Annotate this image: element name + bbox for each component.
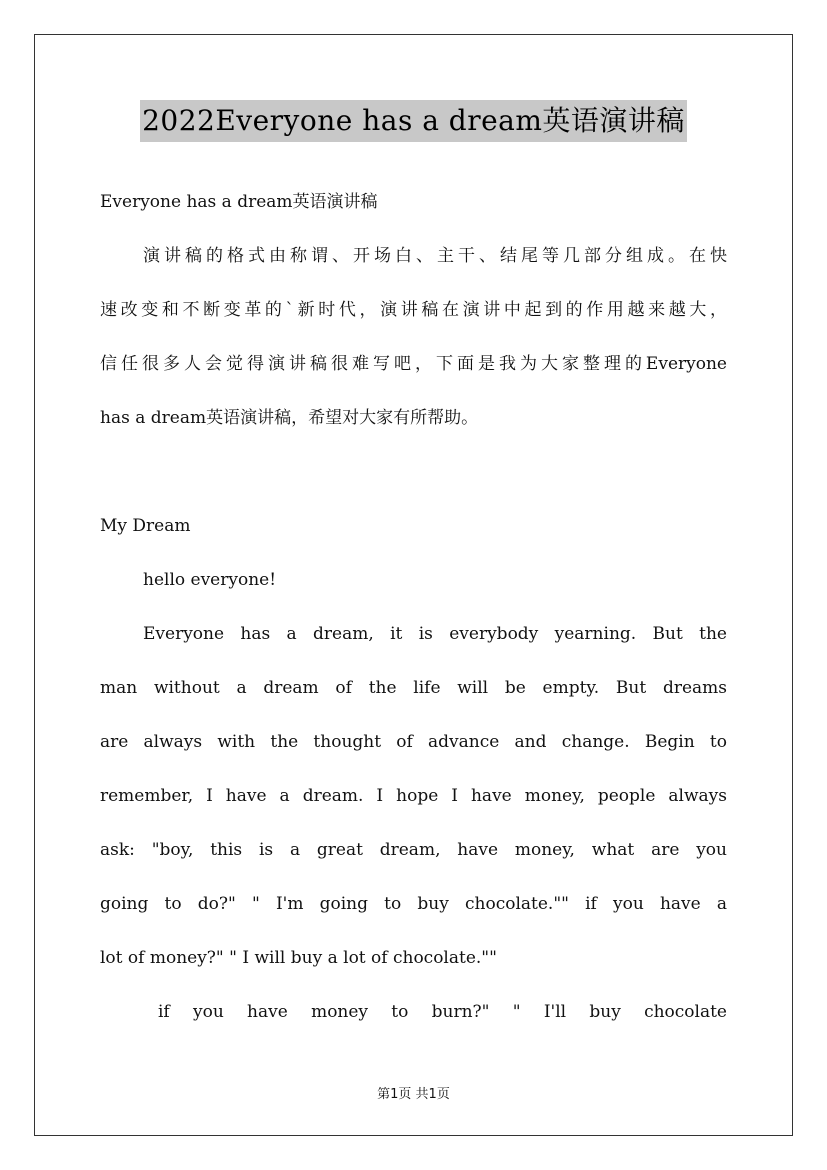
greeting: hello everyone!	[143, 570, 277, 590]
intro-line: 信任很多人会觉得演讲稿很难写吧，下面是我为大家整理的Everyone	[100, 354, 727, 374]
body-line: man without a dream of the life will be empty. But dreams	[100, 678, 727, 698]
body-line: are always with the thought of advance and change. Begin to	[100, 732, 727, 752]
body-line: going to do?" " I'm going to buy chocolate."" if you have a	[100, 894, 727, 914]
document-title: 2022Everyone has a dream英语演讲稿	[140, 100, 687, 142]
page-footer: 第1页 共1页	[377, 1087, 450, 1102]
document-body	[100, 175, 727, 1039]
body-line: remember, I have a dream. I hope I have money, people always	[100, 786, 727, 806]
body-line: lot of money?" " I will buy a lot of chocolate.""	[100, 948, 497, 968]
title-container	[0, 100, 827, 142]
intro-line: 演讲稿的格式由称谓、开场白、主干、结尾等几部分组成。在快	[143, 246, 727, 266]
body-line: ask: "boy, this is a great dream, have money, what are you	[100, 840, 727, 860]
blank-line	[100, 445, 727, 499]
intro-line: 速改变和不断变革的`新时代，演讲稿在演讲中起到的作用越来越大，	[100, 300, 727, 320]
section-heading: My Dream	[100, 516, 191, 536]
body-line: Everyone has a dream, it is everybody yearning. But the	[143, 624, 727, 644]
body-line-last: if you have money to burn?" " I'll buy chocolate	[158, 1002, 727, 1022]
subtitle: Everyone has a dream英语演讲稿	[100, 192, 378, 212]
intro-line: has a dream英语演讲稿，希望对大家有所帮助。	[100, 408, 479, 428]
